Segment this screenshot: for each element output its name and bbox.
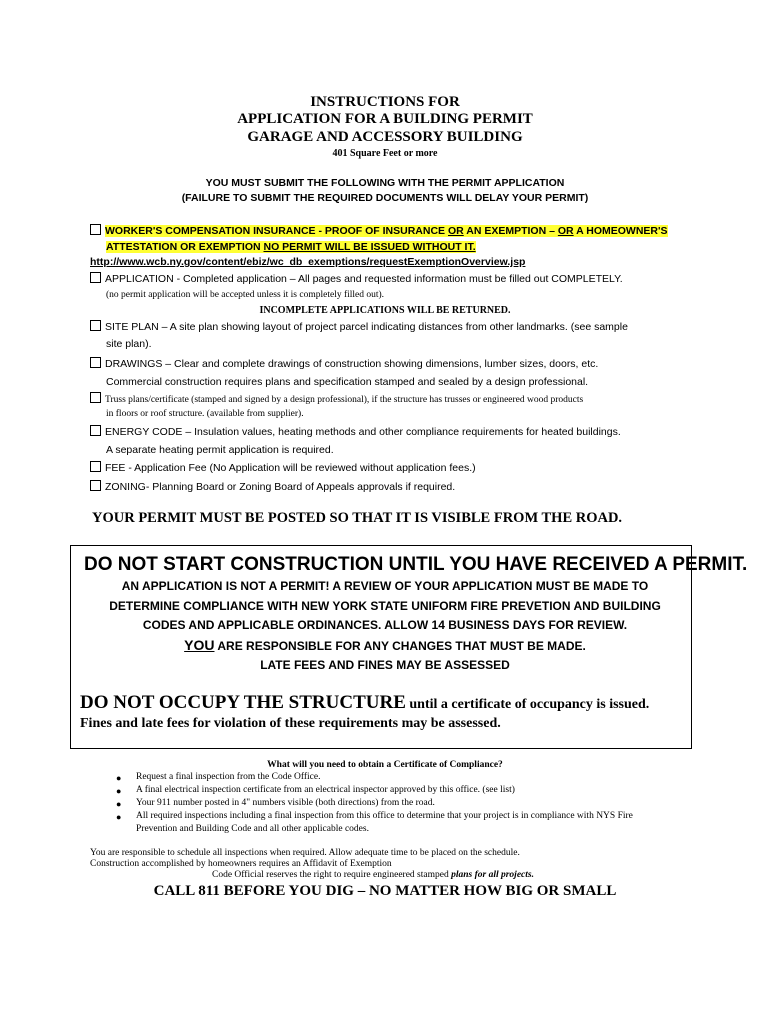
list-item: Your 911 number posted in 4" numbers visible (both directions) from the road.	[136, 798, 435, 808]
list-item: Request a final inspection from the Code Office.	[136, 772, 321, 782]
bullet-icon: ●	[116, 786, 122, 796]
notice-line-5: LATE FEES AND FINES MAY BE ASSESSED	[260, 658, 510, 672]
energy-line-1: ENERGY CODE – Insulation values, heating methods and other compliance requirements for heated buildings.	[90, 425, 621, 438]
subtitle: 401 Square Feet or more	[332, 148, 438, 159]
fines-notice: Fines and late fees for violation of these requirements may be assessed.	[80, 716, 501, 731]
footer-line-1: You are responsible to schedule all inspections when required. Allow adequate time to be placed on the schedule.	[90, 848, 520, 858]
drawings-line-3: Truss plans/certificate (stamped and signed by a design professional), if the structure has trusses or engineered wood products	[90, 392, 583, 405]
drawings-line-1: DRAWINGS – Clear and complete drawings of construction showing dimensions, lumber sizes, doors, etc.	[90, 357, 598, 370]
title-line-3: GARAGE AND ACCESSORY BUILDING	[247, 129, 523, 145]
notice-line-1: AN APPLICATION IS NOT A PERMIT! A REVIEW OF YOUR APPLICATION MUST BE MADE TO	[121, 579, 649, 593]
site-plan-line-1: SITE PLAN – A site plan showing layout of project parcel indicating distances from other landmarks. (see sample	[90, 320, 628, 333]
bullet-icon: ●	[116, 773, 122, 783]
notice-line-2: DETERMINE COMPLIANCE WITH NEW YORK STATE UNIFORM FIRE PREVETION AND BUILDING	[109, 599, 661, 613]
notice-line-4: YOU ARE RESPONSIBLE FOR ANY CHANGES THAT MUST BE MADE.	[184, 637, 586, 653]
energy-line-2: A separate heating permit application is required.	[106, 444, 334, 456]
compliance-heading: What will you need to obtain a Certificate of Compliance?	[267, 760, 503, 770]
checkbox-icon[interactable]	[90, 320, 101, 331]
exemption-link[interactable]: http://www.wcb.ny.gov/content/ebiz/wc_db_exemptions/requestExemptionOverview.jsp	[90, 256, 526, 268]
incomplete-notice: INCOMPLETE APPLICATIONS WILL BE RETURNED.	[259, 305, 511, 316]
call-811-notice: CALL 811 BEFORE YOU DIG – NO MATTER HOW BIG OR SMALL	[153, 883, 617, 899]
title-line-1: INSTRUCTIONS FOR	[310, 94, 460, 110]
notice-line-3: CODES AND APPLICABLE ORDINANCES. ALLOW 14 BUSINESS DAYS FOR REVIEW.	[142, 618, 628, 632]
workers-comp-line-2: ATTESTATION OR EXEMPTION NO PERMIT WILL BE ISSUED WITHOUT IT.	[106, 241, 476, 253]
zoning-line: ZONING- Planning Board or Zoning Board of Appeals approvals if required.	[90, 480, 455, 493]
list-item: All required inspections including a final inspection from this office to determine that your project is in compliance with NYS Fire	[136, 811, 633, 821]
must-submit-line-2: (FAILURE TO SUBMIT THE REQUIRED DOCUMENTS WILL DELAY YOUR PERMIT)	[181, 192, 589, 204]
list-item-continued: Prevention and Building Code and all other applicable codes.	[136, 824, 369, 834]
bullet-icon: ●	[116, 799, 122, 809]
footer-line-3: Code Official reserves the right to require engineered stamped plans for all projects.	[212, 870, 534, 880]
drawings-line-2: Commercial construction requires plans and specification stamped and sealed by a design professional.	[106, 376, 589, 388]
checkbox-icon[interactable]	[90, 480, 101, 491]
workers-comp-line-1: WORKER'S COMPENSATION INSURANCE - PROOF OF INSURANCE OR AN EXEMPTION – OR A HOMEOWNER'S	[90, 224, 668, 237]
footer-line-2: Construction accomplished by homeowners requires an Affidavit of Exemption	[90, 859, 392, 869]
must-submit-line-1: YOU MUST SUBMIT THE FOLLOWING WITH THE PERMIT APPLICATION	[205, 177, 565, 189]
title-line-2: APPLICATION FOR A BUILDING PERMIT	[237, 111, 533, 127]
application-line-2: (no permit application will be accepted unless it is completely filled out).	[106, 290, 385, 300]
fee-line: FEE - Application Fee (No Application will be reviewed without application fees.)	[90, 461, 476, 474]
application-line-1: APPLICATION - Completed application – All pages and requested information must be filled out COMPLETELY.	[90, 272, 623, 285]
permit-posted-notice: YOUR PERMIT MUST BE POSTED SO THAT IT IS VISIBLE FROM THE ROAD.	[92, 510, 623, 526]
checkbox-icon[interactable]	[90, 357, 101, 368]
checkbox-icon[interactable]	[90, 224, 101, 235]
list-item: A final electrical inspection certificate from an electrical inspector approved by this office. (see list)	[136, 785, 515, 795]
site-plan-line-2: site plan).	[106, 338, 152, 350]
bullet-icon: ●	[116, 812, 122, 822]
checkbox-icon[interactable]	[90, 425, 101, 436]
drawings-line-4: in floors or roof structure. (available from supplier).	[106, 409, 304, 419]
checkbox-icon[interactable]	[90, 272, 101, 283]
do-not-occupy: DO NOT OCCUPY THE STRUCTURE until a certificate of occupancy is issued.	[80, 692, 650, 713]
do-not-start-headline: DO NOT START CONSTRUCTION UNTIL YOU HAVE RECEIVED A PERMIT.	[84, 554, 748, 575]
checkbox-icon[interactable]	[90, 392, 101, 403]
checkbox-icon[interactable]	[90, 461, 101, 472]
